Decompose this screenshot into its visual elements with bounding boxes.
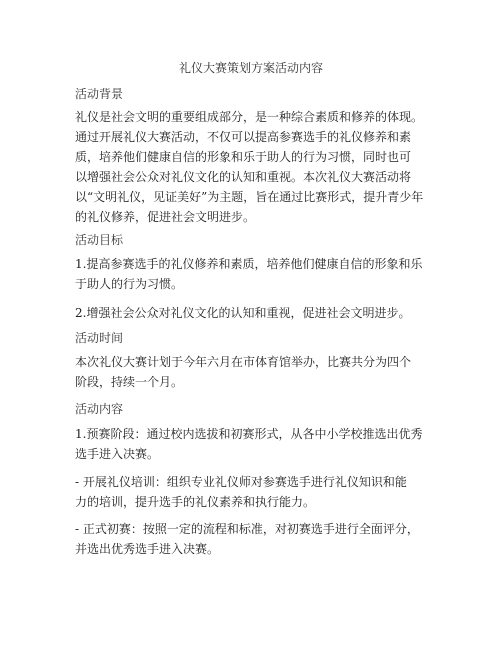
goal-item-2 bbox=[75, 303, 435, 323]
paragraph-line: 阶段，持续一个月。 bbox=[75, 375, 184, 389]
time-paragraph bbox=[75, 352, 435, 392]
paragraph-line: 以增强社会公众对礼仪文化的认知和重视。本次礼仪大赛活动将 bbox=[75, 170, 412, 184]
document-title: 礼仪大赛策划方案活动内容 bbox=[178, 61, 323, 75]
content-sub-item-preliminary bbox=[75, 519, 435, 559]
paragraph-line: 质，培养他们健康自信的形象和乐于助人的行为习惯，同时也可 bbox=[75, 150, 412, 164]
paragraph-line: 的礼仪修养，促进社会文明进步。 bbox=[75, 210, 256, 224]
content-sub-item-training bbox=[75, 472, 435, 512]
paragraph-line: 1.预赛阶段：通过校内选拔和初赛形式，从各中小学校推选出优秀 bbox=[75, 427, 423, 441]
section-heading-time: 活动时间 bbox=[75, 331, 124, 345]
background-paragraph bbox=[75, 107, 435, 227]
content-item-1 bbox=[75, 424, 435, 464]
section-heading-content: 活动内容 bbox=[75, 402, 124, 416]
paragraph-line: 选手进入决赛。 bbox=[75, 447, 160, 461]
paragraph-line: 1.提高参赛选手的礼仪修养和素质，培养他们健康自信的形象和乐 bbox=[75, 257, 423, 271]
section-heading-background: 活动背景 bbox=[75, 87, 124, 101]
paragraph-line: 2.增强社会公众对礼仪文化的认知和重视，促进社会文明进步。 bbox=[75, 306, 411, 320]
paragraph-line: - 正式初赛：按照一定的流程和标准，对初赛选手进行全面评分， bbox=[75, 522, 419, 536]
paragraph-line: - 开展礼仪培训：组织专业礼仪师对参赛选手进行礼仪知识和能 bbox=[75, 475, 407, 489]
paragraph-line: 以“文明礼仪，见证美好”为主题，旨在通过比赛形式，提升青少年 bbox=[75, 190, 424, 204]
paragraph-line: 本次礼仪大赛计划于今年六月在市体育馆举办，比赛共分为四个 bbox=[75, 355, 412, 369]
paragraph-line: 并选出优秀选手进入决赛。 bbox=[75, 542, 220, 556]
paragraph-line: 力的培训，提升选手的礼仪素养和执行能力。 bbox=[75, 495, 316, 509]
paragraph-line: 于助人的行为习惯。 bbox=[75, 277, 184, 291]
paragraph-line: 通过开展礼仪大赛活动，不仅可以提高参赛选手的礼仪修养和素 bbox=[75, 130, 412, 144]
section-heading-goals: 活动目标 bbox=[75, 233, 124, 247]
goal-item-1 bbox=[75, 254, 435, 294]
paragraph-line: 礼仪是社会文明的重要组成部分，是一种综合素质和修养的体现。 bbox=[75, 110, 424, 124]
